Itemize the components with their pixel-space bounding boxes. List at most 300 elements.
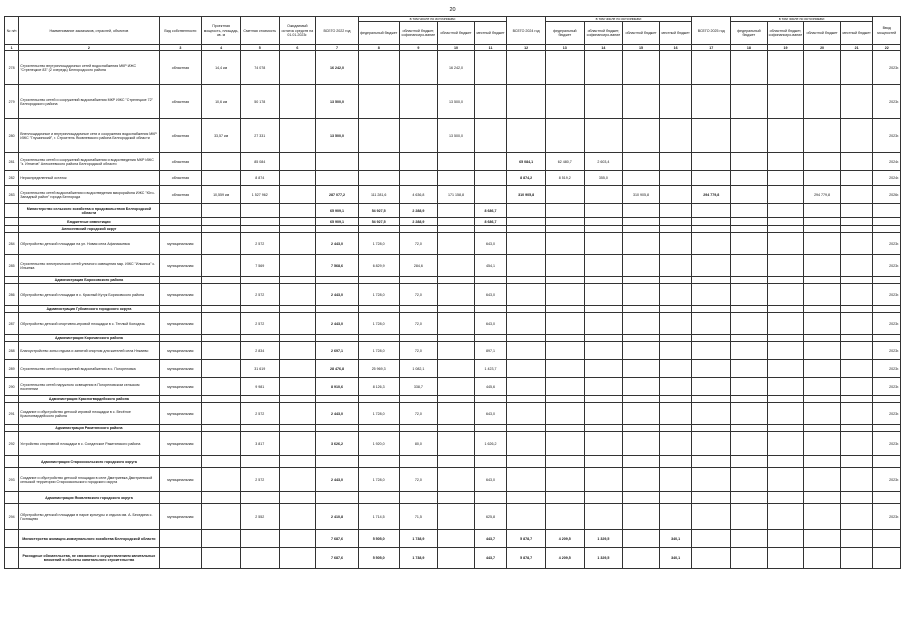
page-number: 20 xyxy=(449,7,456,13)
empty-cell xyxy=(840,335,873,342)
empty-cell xyxy=(474,456,507,468)
section-title: Администрация Борисовского района xyxy=(19,277,159,284)
empty-cell xyxy=(438,425,475,432)
empty-cell xyxy=(804,425,841,432)
empty-cell xyxy=(692,396,731,403)
regional-2024 xyxy=(623,468,660,492)
empty-cell xyxy=(840,396,873,403)
commission-year: 2023г. xyxy=(873,255,901,277)
empty-cell xyxy=(474,335,507,342)
regional-2022: 13 500,0 xyxy=(438,119,475,153)
local-2022: 1 626,2 xyxy=(474,432,507,456)
estimate-cost: 2 572 xyxy=(240,468,279,492)
col-header-regional: областной бюджет xyxy=(623,22,660,45)
estimate-cost: 7 569 xyxy=(240,255,279,277)
total-2022: 2 443,0 xyxy=(316,403,359,425)
row-number: 278 xyxy=(5,51,19,85)
row-number xyxy=(5,396,19,403)
table-row xyxy=(5,468,901,492)
local-2022 xyxy=(474,85,507,119)
empty-cell xyxy=(316,226,359,233)
local-2024 xyxy=(659,342,692,360)
section-title: Администрация Старооскольского городского округа xyxy=(19,456,159,468)
empty-cell xyxy=(545,277,584,284)
col-header-estimate: Сметная стоимость xyxy=(240,17,279,45)
regional-2022 xyxy=(438,233,475,255)
federal-2024: 62 480,7 xyxy=(545,153,584,171)
empty-cell xyxy=(873,335,901,342)
federal-2025 xyxy=(731,51,768,85)
summary-f: 5 505,0 xyxy=(358,548,399,569)
col-header-regional: областной бюджет xyxy=(438,22,475,45)
col-header-total-2025: ВСЕГО 2025 год xyxy=(692,17,731,45)
empty-cell xyxy=(358,306,399,313)
summary-r xyxy=(438,218,475,226)
federal-2022: 1 728,0 xyxy=(358,403,399,425)
federal-2024 xyxy=(545,378,584,396)
summary-row xyxy=(5,204,901,218)
empty-cell xyxy=(316,335,359,342)
empty-cell xyxy=(507,425,546,432)
total-2025 xyxy=(692,255,731,277)
empty-cell xyxy=(279,306,316,313)
empty-cell xyxy=(240,492,279,504)
row-number: 294 xyxy=(5,504,19,530)
expected-balance xyxy=(279,468,316,492)
empty-cell xyxy=(692,306,731,313)
expected-balance xyxy=(279,119,316,153)
federal-2022 xyxy=(358,51,399,85)
summary-label: Министерство жилищно-коммунального хозяйства Белгородской области xyxy=(19,530,159,548)
estimate-cost: 9 981 xyxy=(240,378,279,396)
empty-cell xyxy=(316,425,359,432)
empty-cell xyxy=(159,425,202,432)
empty-cell xyxy=(623,492,660,504)
empty-cell xyxy=(438,226,475,233)
section-header-row xyxy=(5,226,901,233)
capacity xyxy=(202,342,241,360)
federal-2025 xyxy=(731,233,768,255)
regional-cofin-2024 xyxy=(584,85,623,119)
column-number: 7 xyxy=(316,45,359,51)
empty-cell xyxy=(692,218,731,226)
empty-cell xyxy=(873,456,901,468)
row-number: 289 xyxy=(5,360,19,378)
regional-2024 xyxy=(623,378,660,396)
empty-cell xyxy=(240,277,279,284)
object-name: Создание и обустройство детской игровой площадки в с. Весёлое Красногвардейского района xyxy=(19,403,159,425)
capacity: 33,57 км xyxy=(202,119,241,153)
empty-cell xyxy=(873,425,901,432)
empty-cell xyxy=(202,218,241,226)
capacity: 14,4 км xyxy=(202,51,241,85)
empty-cell xyxy=(159,226,202,233)
row-number xyxy=(5,306,19,313)
summary-l: 443,7 xyxy=(474,530,507,548)
empty-cell xyxy=(767,396,804,403)
regional-cofin-2025 xyxy=(767,119,804,153)
regional-cofin-2022: 71,5 xyxy=(399,504,438,530)
empty-cell xyxy=(279,218,316,226)
empty-cell xyxy=(474,396,507,403)
empty-cell xyxy=(279,226,316,233)
total-2022: 2 443,0 xyxy=(316,468,359,492)
empty-cell xyxy=(767,226,804,233)
regional-cofin-2024 xyxy=(584,403,623,425)
empty-cell xyxy=(474,492,507,504)
empty-cell xyxy=(474,425,507,432)
total-2022: 13 500,0 xyxy=(316,119,359,153)
row-number: 282 xyxy=(5,171,19,186)
empty-cell xyxy=(584,456,623,468)
regional-2025 xyxy=(804,342,841,360)
local-2022: 897,1 xyxy=(474,342,507,360)
local-2025 xyxy=(840,119,873,153)
local-2024 xyxy=(659,360,692,378)
empty-cell xyxy=(240,218,279,226)
expected-balance xyxy=(279,171,316,186)
investment-table xyxy=(4,16,901,569)
expected-balance xyxy=(279,342,316,360)
empty-cell xyxy=(692,530,731,548)
column-number: 18 xyxy=(731,45,768,51)
regional-cofin-2024: 355,0 xyxy=(584,171,623,186)
local-2025 xyxy=(840,432,873,456)
federal-2024 xyxy=(545,313,584,335)
regional-cofin-2025 xyxy=(767,171,804,186)
total-2024 xyxy=(507,51,546,85)
summary-r24 xyxy=(623,548,660,569)
row-number xyxy=(5,492,19,504)
local-2025 xyxy=(840,403,873,425)
summary-t24: 5 878,7 xyxy=(507,530,546,548)
empty-cell xyxy=(507,226,546,233)
empty-cell xyxy=(804,277,841,284)
summary-r24 xyxy=(623,218,660,226)
col-header-local: местный бюджет xyxy=(840,22,873,45)
regional-cofin-2022: 72,0 xyxy=(399,468,438,492)
local-2025 xyxy=(840,378,873,396)
section-header-row xyxy=(5,277,901,284)
federal-2025 xyxy=(731,342,768,360)
local-2022 xyxy=(474,119,507,153)
total-2022: 287 077,2 xyxy=(316,186,359,204)
total-2024: 65 084,1 xyxy=(507,153,546,171)
empty-cell xyxy=(399,396,438,403)
empty-cell xyxy=(358,492,399,504)
federal-2022: 1 728,0 xyxy=(358,313,399,335)
empty-cell xyxy=(438,335,475,342)
local-2024 xyxy=(659,378,692,396)
empty-cell xyxy=(316,396,359,403)
summary-f24: 4 209,5 xyxy=(545,530,584,548)
section-title: Администрация Яковлевского городского округа xyxy=(19,492,159,504)
regional-cofin-2025 xyxy=(767,432,804,456)
empty-cell xyxy=(358,277,399,284)
total-2025: 294 779,8 xyxy=(692,186,731,204)
total-2025 xyxy=(692,313,731,335)
empty-cell xyxy=(507,335,546,342)
empty-cell xyxy=(584,277,623,284)
empty-cell xyxy=(584,492,623,504)
empty-cell xyxy=(659,396,692,403)
regional-2025 xyxy=(804,153,841,171)
summary-row xyxy=(5,530,901,548)
empty-cell xyxy=(159,456,202,468)
empty-cell xyxy=(692,456,731,468)
regional-2025 xyxy=(804,284,841,306)
local-2024 xyxy=(659,403,692,425)
empty-cell xyxy=(399,226,438,233)
empty-cell xyxy=(279,548,316,569)
total-2022: 2 410,8 xyxy=(316,504,359,530)
estimate-cost: 2 572 xyxy=(240,233,279,255)
local-2025 xyxy=(840,233,873,255)
regional-2025 xyxy=(804,255,841,277)
expected-balance xyxy=(279,284,316,306)
empty-cell xyxy=(507,396,546,403)
local-2024 xyxy=(659,468,692,492)
column-number: 4 xyxy=(202,45,241,51)
col-header-num: № п/п xyxy=(5,17,19,45)
federal-2022: 111 281,6 xyxy=(358,186,399,204)
total-2022: 8 910,6 xyxy=(316,378,359,396)
ownership-type: муниципальная xyxy=(159,284,202,306)
regional-cofin-2024 xyxy=(584,51,623,85)
empty-cell xyxy=(584,425,623,432)
empty-cell xyxy=(692,277,731,284)
regional-2022 xyxy=(438,153,475,171)
commission-year: 2023г. xyxy=(873,51,901,85)
capacity xyxy=(202,432,241,456)
commission-year: 2023г. xyxy=(873,504,901,530)
federal-2025 xyxy=(731,153,768,171)
local-2022 xyxy=(474,153,507,171)
expected-balance xyxy=(279,51,316,85)
empty-cell xyxy=(399,335,438,342)
regional-cofin-2024 xyxy=(584,468,623,492)
federal-2022 xyxy=(358,171,399,186)
row-number xyxy=(5,456,19,468)
column-number: 16 xyxy=(659,45,692,51)
total-2025 xyxy=(692,342,731,360)
summary-r24 xyxy=(623,530,660,548)
summary-row xyxy=(5,218,901,226)
empty-cell xyxy=(279,396,316,403)
col-header-sources-2025: в том числе по источникам: xyxy=(731,17,873,22)
empty-cell xyxy=(804,204,841,218)
row-number: 286 xyxy=(5,284,19,306)
summary-rc24: 1 329,5 xyxy=(584,548,623,569)
regional-2025 xyxy=(804,85,841,119)
empty-cell xyxy=(840,492,873,504)
regional-2025 xyxy=(804,378,841,396)
row-number: 283 xyxy=(5,186,19,204)
capacity xyxy=(202,403,241,425)
total-2024 xyxy=(507,313,546,335)
ownership-type: муниципальная xyxy=(159,313,202,335)
summary-r24 xyxy=(623,204,660,218)
local-2022: 643,0 xyxy=(474,233,507,255)
regional-2024 xyxy=(623,313,660,335)
local-2025 xyxy=(840,342,873,360)
empty-cell xyxy=(623,277,660,284)
total-2025 xyxy=(692,233,731,255)
regional-2025 xyxy=(804,119,841,153)
federal-2022: 25 969,3 xyxy=(358,360,399,378)
local-2022 xyxy=(474,51,507,85)
empty-cell xyxy=(159,396,202,403)
local-2025 xyxy=(840,313,873,335)
object-name: Благоустройство зоны отдыха и занятий спортом для жителей села Ннкаево xyxy=(19,342,159,360)
empty-cell xyxy=(202,335,241,342)
row-number: 280 xyxy=(5,119,19,153)
local-2022: 643,0 xyxy=(474,313,507,335)
col-header-sources-2022: в том числе по источникам: xyxy=(358,17,506,22)
regional-2022 xyxy=(438,468,475,492)
empty-cell xyxy=(159,335,202,342)
ownership-type: областная xyxy=(159,171,202,186)
federal-2025 xyxy=(731,119,768,153)
col-header-local: местный бюджет xyxy=(474,22,507,45)
federal-2022: 1 728,0 xyxy=(358,284,399,306)
empty-cell xyxy=(240,306,279,313)
empty-cell xyxy=(240,425,279,432)
expected-balance xyxy=(279,360,316,378)
regional-2022 xyxy=(438,284,475,306)
regional-2022 xyxy=(438,171,475,186)
regional-2024 xyxy=(623,233,660,255)
regional-2022 xyxy=(438,378,475,396)
local-2025 xyxy=(840,153,873,171)
object-name: Строительство сетей наружного освещения в Погореловском сельском поселении xyxy=(19,378,159,396)
total-2025 xyxy=(692,51,731,85)
commission-year: 2023г. xyxy=(873,313,901,335)
total-2022: 3 626,2 xyxy=(316,432,359,456)
local-2024 xyxy=(659,153,692,171)
empty-cell xyxy=(202,492,241,504)
object-name: Строительство сетей и сооружений водоснабжения в с. Погореловка xyxy=(19,360,159,378)
local-2024 xyxy=(659,284,692,306)
empty-cell xyxy=(623,456,660,468)
summary-t22: 7 687,6 xyxy=(316,548,359,569)
total-2022 xyxy=(316,171,359,186)
regional-2022: 13 500,0 xyxy=(438,85,475,119)
summary-f24: 4 209,5 xyxy=(545,548,584,569)
empty-cell xyxy=(316,277,359,284)
empty-cell xyxy=(316,306,359,313)
summary-rc: 2 288,9 xyxy=(399,204,438,218)
section-header-row xyxy=(5,335,901,342)
regional-cofin-2022: 72,0 xyxy=(399,313,438,335)
object-name: Обустройство детской площадки в с. Красный Кутук Борисовского района xyxy=(19,284,159,306)
capacity xyxy=(202,360,241,378)
empty-cell xyxy=(804,492,841,504)
regional-cofin-2025 xyxy=(767,342,804,360)
row-number: 287 xyxy=(5,313,19,335)
empty-cell xyxy=(767,425,804,432)
empty-cell xyxy=(659,456,692,468)
estimate-cost: 50 178 xyxy=(240,85,279,119)
total-2022: 2 443,0 xyxy=(316,284,359,306)
empty-cell xyxy=(873,548,901,569)
federal-2022: 1 920,0 xyxy=(358,432,399,456)
empty-cell xyxy=(202,396,241,403)
federal-2024 xyxy=(545,233,584,255)
table-row xyxy=(5,403,901,425)
federal-2025 xyxy=(731,432,768,456)
empty-cell xyxy=(438,456,475,468)
summary-rc24 xyxy=(584,218,623,226)
empty-cell xyxy=(202,277,241,284)
regional-cofin-2024 xyxy=(584,504,623,530)
empty-cell xyxy=(840,306,873,313)
section-header-row xyxy=(5,306,901,313)
empty-cell xyxy=(507,306,546,313)
regional-2025 xyxy=(804,468,841,492)
federal-2024 xyxy=(545,432,584,456)
empty-cell xyxy=(804,530,841,548)
table-row xyxy=(5,284,901,306)
empty-cell xyxy=(840,425,873,432)
summary-t24 xyxy=(507,204,546,218)
empty-cell xyxy=(873,306,901,313)
summary-rc: 1 738,9 xyxy=(399,530,438,548)
regional-cofin-2025 xyxy=(767,153,804,171)
column-number: 5 xyxy=(240,45,279,51)
object-name: Внеплощадочные и внутриплощадочные сети и сооружения водоснабжения МКР ИЖС "Глушинский", г. Строитель Яковлевского района Белгородской области xyxy=(19,119,159,153)
commission-year: 2023г. xyxy=(873,233,901,255)
ownership-type: областная xyxy=(159,51,202,85)
summary-rc24 xyxy=(584,204,623,218)
empty-cell xyxy=(584,335,623,342)
commission-year: 2023г. xyxy=(873,284,901,306)
estimate-cost: 8 874 xyxy=(240,171,279,186)
empty-cell xyxy=(804,456,841,468)
object-name: Строительство внутриплощадочных сетей водоснабжения МКР ИЖС "Стрелецкое 83" (2 очередь) Белгородского района xyxy=(19,51,159,85)
regional-2025 xyxy=(804,403,841,425)
summary-t24: 5 878,7 xyxy=(507,548,546,569)
table-row xyxy=(5,119,901,153)
regional-cofin-2024 xyxy=(584,432,623,456)
local-2022 xyxy=(474,186,507,204)
empty-cell xyxy=(358,425,399,432)
empty-cell xyxy=(240,335,279,342)
summary-l24 xyxy=(659,218,692,226)
federal-2025 xyxy=(731,85,768,119)
federal-2022: 1 728,0 xyxy=(358,468,399,492)
summary-t22: 7 687,6 xyxy=(316,530,359,548)
empty-cell xyxy=(873,492,901,504)
empty-cell xyxy=(731,335,768,342)
empty-cell xyxy=(202,548,241,569)
empty-cell xyxy=(731,306,768,313)
federal-2024 xyxy=(545,284,584,306)
empty-cell xyxy=(731,396,768,403)
federal-2022: 1 728,0 xyxy=(358,233,399,255)
federal-2025 xyxy=(731,186,768,204)
commission-year: 2023г. xyxy=(873,468,901,492)
row-number xyxy=(5,548,19,569)
empty-cell xyxy=(202,456,241,468)
empty-cell xyxy=(507,456,546,468)
col-header-capacity: Проектная мощность, площадь, кв. м xyxy=(202,17,241,45)
summary-t22: 65 909,1 xyxy=(316,218,359,226)
empty-cell xyxy=(545,492,584,504)
col-header-federal: федеральный бюджет xyxy=(545,22,584,45)
empty-cell xyxy=(279,530,316,548)
empty-cell xyxy=(767,306,804,313)
